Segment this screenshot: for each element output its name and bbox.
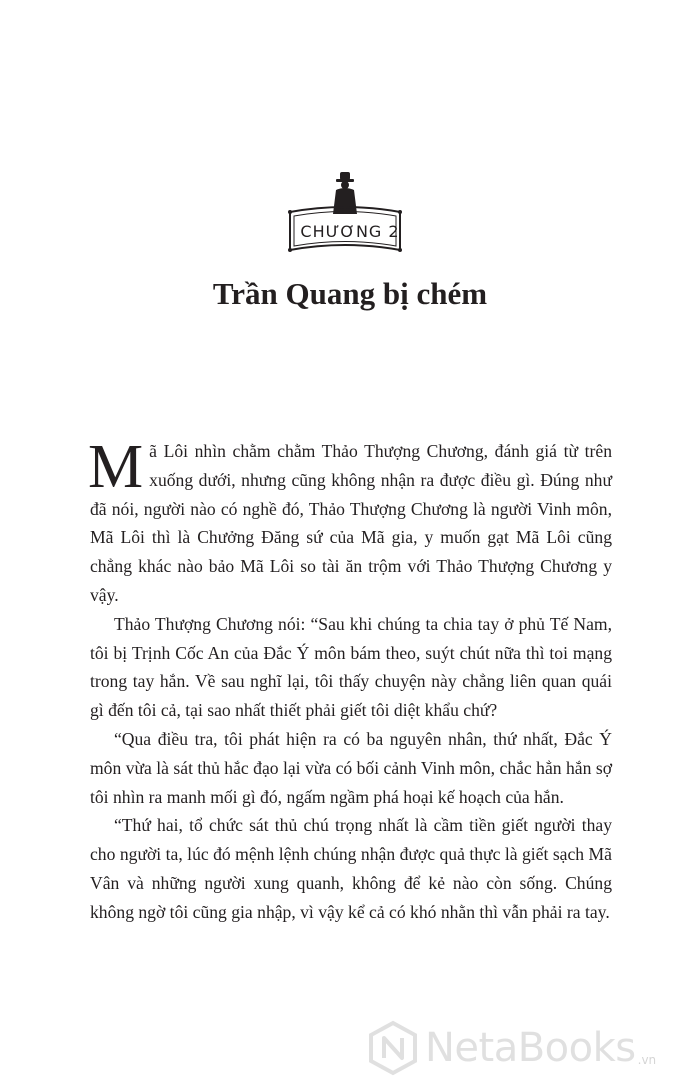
watermark bbox=[365, 1015, 695, 1081]
paragraph-3: “Qua điều tra, tôi phát hiện ra có ba nguyên nhân, thứ nhất, Đắc Ý môn vừa là sát thủ hắc đạo lại vừa có bối cảnh Vinh môn, chắc hẳn hắn sợ tôi nhìn ra manh mối gì đó, ngấm ngầm phá hoại kế hoạch của hắn. bbox=[90, 728, 612, 807]
watermark-brand: NetaBooks bbox=[425, 1025, 636, 1071]
paragraph-2: Thảo Thượng Chương nói: “Sau khi chúng ta chia tay ở phủ Tế Nam, tôi bị Trịnh Cốc An của Đắc Ý môn bám theo, suýt chút nữa thì toi mạng trong tay hắn. Về sau nghĩ lại, tôi thấy chuyện này chẳng liên quan quái gì đến tôi cả, tại sao nhất thiết phải giết tôi diệt khẩu chứ? bbox=[90, 613, 612, 721]
chapter-ornament-icon bbox=[280, 170, 410, 260]
netabooks-logo-icon bbox=[365, 1020, 421, 1076]
paragraph-text: ã Lôi nhìn chằm chằm Thảo Thượng Chương, đánh giá từ trên xuống dưới, nhưng cũng không nhận ra được điều gì. Đúng như đã nói, người nào có nghề đó, Thảo Thượng Chương là người Vinh môn, Mã Lôi thì là Chưởng Đăng sứ của Mã gia, y muốn gạt Mã Lôi cũng chẳng khác nào bảo Mã Lôi so tài ăn trộm với Thảo Thượng Chương y vậy. bbox=[90, 441, 612, 605]
chapter-body bbox=[88, 433, 612, 927]
chapter-title: Trần Quang bị chém bbox=[212, 276, 488, 311]
paragraph-1 bbox=[88, 433, 612, 610]
paragraph-4: “Thứ hai, tổ chức sát thủ chú trọng nhất là cầm tiền giết người thay cho người ta, lúc đó mệnh lệnh chúng nhận được quả thực là giết sạch Mã Vân và những người xung quanh, không để kẻ nào còn sống. Chúng không ngờ tôi cũng gia nhập, vì vậy kể cả có khó nhằn thì vẫn phải ra tay. bbox=[90, 815, 612, 922]
chapter-number: CHƯƠNG 2 bbox=[300, 222, 400, 241]
drop-cap: M bbox=[88, 433, 144, 501]
watermark-suffix: .vn bbox=[637, 1053, 657, 1067]
